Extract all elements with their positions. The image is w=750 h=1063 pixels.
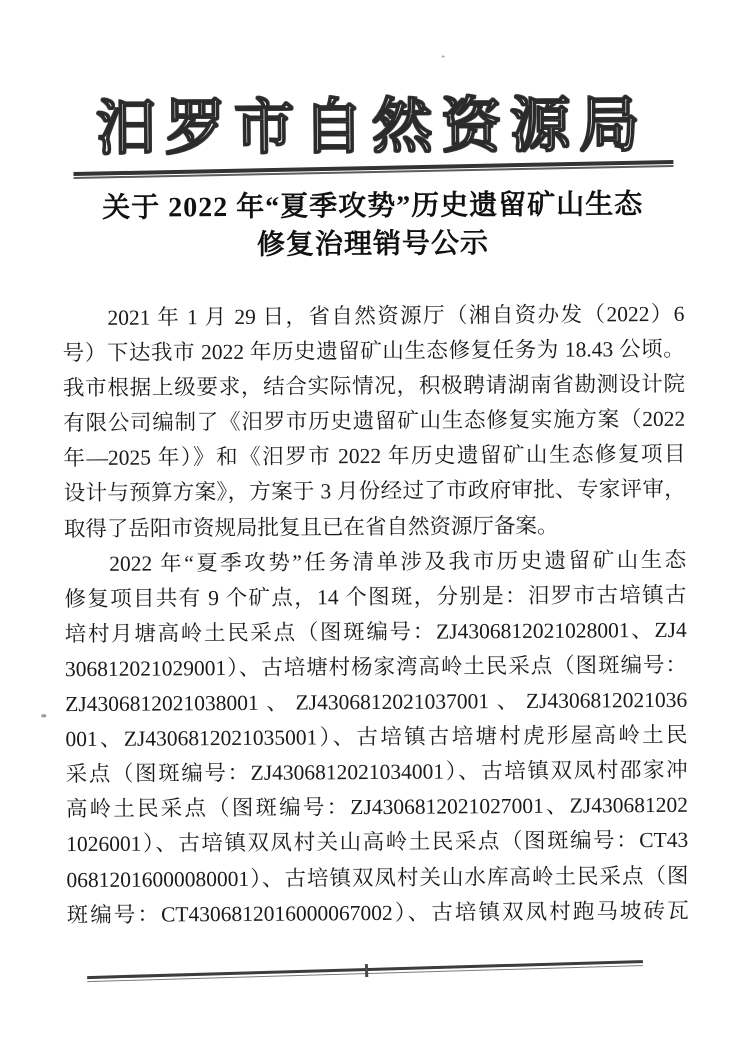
body-text-line: 斑编号：CT4306812016000067002）、古培镇双凤村跑马坡砖瓦 — [66, 898, 689, 927]
body-text-line: 2021 年 1 月 29 日，省自然资源厅（湘自资办发（2022）6 — [107, 301, 685, 330]
body-text-line: 我市根据上级要求，结合实际情况，积极聘请湖南省勘测设计院 — [62, 372, 686, 401]
scan-speck-left-margin — [41, 714, 46, 717]
body-text-line: 设计与预算方案》，方案于 3 月份经过了市政府审批、专家评审， — [63, 477, 686, 506]
artifact-fold-tick — [365, 964, 368, 977]
scan-artifact-bottom-line — [87, 960, 643, 982]
body-text-line: 号）下达我市 2022 年历史遗留矿山生态修复任务为 18.43 公顷。 — [62, 336, 685, 366]
body-text-line: 年—2025 年）》和《汨罗市 2022 年历史遗留矿山生态修复项目 — [63, 442, 686, 471]
body-text-line: 001、ZJ4306812021035001）、古培镇古培塘村虎形屋高岭土民 — [65, 722, 688, 752]
body-text-line: 2022 年“夏季攻势”任务清单涉及我市历史遗留矿山生态 — [109, 547, 687, 576]
document-title — [0, 185, 748, 266]
body-text-line: 高岭土民采点（图斑编号：ZJ4306812021027001、ZJ430681202 — [65, 793, 689, 822]
body-text-line: 采点（图斑编号：ZJ4306812021034001）、古培镇双凤村邵家冲 — [65, 758, 688, 787]
body-text-line: 有限公司编制了《汨罗市历史遗留矿山生态修复实施方案（2022 — [63, 407, 686, 436]
body-text-line: 06812016000080001）、古培镇双凤村关山水库高岭土民采点（图 — [66, 863, 689, 892]
document-title-line-1: 关于 2022 年“夏季攻势”历史遗留矿山生态 — [102, 189, 644, 224]
body-text-line: 取得了岳阳市资规局批复且已在省自然资源厅备案。 — [63, 513, 559, 541]
body-text-line: 306812021029001）、古培塘村杨家湾高岭土民采点（图斑编号： — [64, 652, 688, 682]
body-text-line: 1026001）、古培镇双凤村关山高岭土民采点（图斑编号：CT43 — [66, 828, 689, 857]
body-text-line: ZJ4306812021038001、ZJ4306812021037001、ZJ4306812021036 — [65, 687, 688, 717]
body-text-line: 培村月塘高岭土民采点（图斑编号：ZJ4306812021028001、ZJ4 — [64, 617, 687, 647]
body-text-line: 修复项目共有 9 个矿点，14 个图斑，分别是：汨罗市古培镇古 — [64, 582, 687, 611]
document-title-line-2: 修复治理销号公示 — [256, 228, 490, 261]
scan-speck-top — [442, 56, 445, 58]
agency-letterhead: 汨罗市自然资源局 — [95, 92, 649, 162]
document-body — [62, 297, 688, 933]
